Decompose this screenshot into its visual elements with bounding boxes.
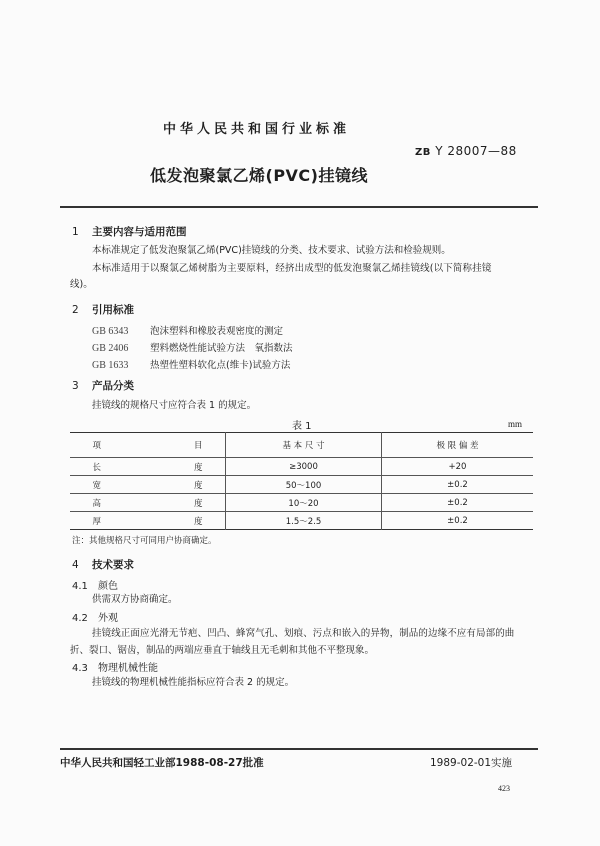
section-1-para-2-cont: 线)。 [70,279,93,290]
section-4-1-text: 供需双方协商确定。 [92,594,178,605]
section-1-para-2: 本标准适用于以聚氯乙烯树脂为主要原料，经挤出成型的低发泡聚氯乙烯挂镜线(以下简称挂镜 [92,263,492,274]
table-header-row [70,433,533,458]
section-4-heading: 4 技术要求 [72,559,134,571]
section-3-heading: 3 产品分类 [72,380,134,392]
section-3-para: 挂镜线的规格尺寸应符合表 1 的规定。 [92,400,257,411]
table-1-note: 注：其他规格尺寸可同用户协商确定。 [72,536,217,546]
table-1 [70,432,533,530]
table-1-caption: 表 1 [292,421,312,432]
footer-divider [60,748,538,750]
reference-item: GB 2406 塑料燃烧性能试验方法 氧指数法 [92,343,293,354]
section-1-heading: 1 主要内容与适用范围 [72,226,187,238]
effective-date: 1989-02-01实施 [430,757,513,769]
header-tolerance: 极 限 偏 差 [436,441,479,451]
code-number: Y 28007—88 [435,144,517,158]
header-basic-size: 基 本 尺 寸 [226,433,382,458]
section-4-1-heading: 4.1 颜色 [72,581,118,592]
table-row: 长 度 ≥3000 +20 [70,458,533,476]
code-prefix: ZB [415,147,431,158]
section-4-2-text: 挂镜线正面应光滑无节疤、凹凸、蜂窝气孔、划痕、污点和嵌入的异物，制品的边缘不应有局部的曲 [92,628,515,639]
table-row: 高 度 10～20 ±0.2 [70,494,533,512]
header-item: 项 目 [70,433,226,458]
section-4-3-heading: 4.3 物理机械性能 [72,663,158,674]
standard-code [415,144,517,158]
reference-item: GB 6343 泡沫塑料和橡胶表观密度的测定 [92,326,284,337]
approval-line: 中华人民共和国轻工业部1988-08-27批准 [60,757,264,769]
issuing-organization: 中华人民共和国行业标准 [163,122,351,137]
table-row: 厚 度 1.5～2.5 ±0.2 [70,512,533,530]
section-4-2-text-cont: 折、裂口、锯齿，制品的两端应垂直于轴线且无毛刺和其他不平整现象。 [70,645,375,656]
reference-item: GB 1633 热塑性塑料软化点(维卡)试验方法 [92,360,291,371]
section-4-2-heading: 4.2 外观 [72,613,118,624]
section-4-3-text: 挂镜线的物理机械性能指标应符合表 2 的规定。 [92,677,295,688]
document-title: 低发泡聚氯乙烯(PVC)挂镜线 [150,166,368,185]
table-row: 宽 度 50～100 ±0.2 [70,476,533,494]
page-number: 423 [498,784,510,793]
section-1-para-1: 本标准规定了低发泡聚氯乙烯(PVC)挂镜线的分类、技术要求、试验方法和检验规则。 [92,245,451,256]
section-2-heading: 2 引用标准 [72,304,134,316]
table-1-unit: mm [508,419,523,429]
header-divider [60,206,538,208]
